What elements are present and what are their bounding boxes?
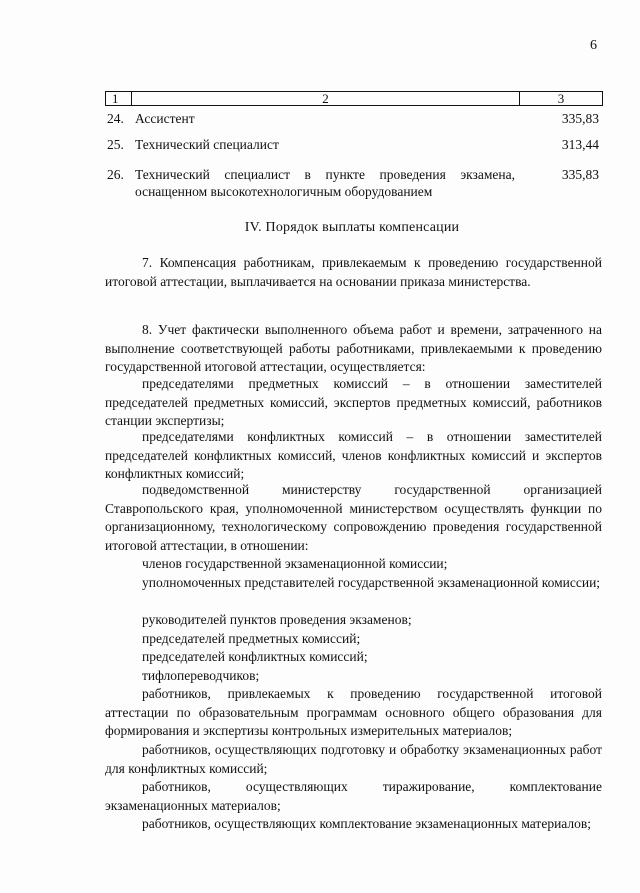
list-item: работников, осуществляющих комплектование экзаменационных материалов;	[142, 816, 592, 831]
list-item: членов государственной экзаменационной комиссии;	[142, 556, 448, 571]
row-number: 24.	[107, 111, 124, 126]
row-position-name: Технический специалист в пункте проведения экзамена, оснащенном высокотехнологичным оборудованием	[135, 167, 515, 199]
list-item: председателей предметных комиссий;	[142, 631, 361, 646]
list-item: работников, осуществляющих тиражирование, комплектование экзаменационных материалов;	[105, 779, 602, 813]
list-item: руководителей пунктов проведения экзаменов;	[142, 612, 412, 627]
row-number: 26.	[107, 167, 124, 182]
row-rate-value: 335,83	[561, 111, 599, 126]
row-position-name: Ассистент	[135, 111, 195, 126]
row-position-name: Технический специалист	[135, 137, 279, 152]
list-item: уполномоченных представителей государственной экзаменационной комиссии;	[142, 575, 601, 590]
paragraph-8: 8. Учет фактически выполненного объема работ и времени, затраченного на выполнение соответствующей работы работниками, привлекаемыми к проведению государственной итоговой аттестации, осуществляется:	[105, 322, 602, 375]
list-item: председателей конфликтных комиссий;	[142, 649, 368, 664]
list-item: работников, привлекаемых к проведению государственной итоговой аттестации по образовательным программам основного общего образования для формирования и экспертизы контрольных измерительных материалов;	[105, 686, 602, 739]
list-item: подведомственной министерству государственной организацией Ставропольского края, уполномоченной министерством осуществлять функции по организационному, технологическому сопровождению проведения государственной итоговой аттестации, в отношении:	[105, 482, 602, 553]
table-header-row	[105, 91, 603, 106]
list-item: тифлопереводчиков;	[142, 668, 260, 683]
row-rate-value: 335,83	[561, 167, 599, 182]
table-header-col-2: 2	[132, 92, 520, 105]
table-header-col-3: 3	[557, 91, 565, 106]
table-header-col-1: 1	[106, 92, 132, 105]
section-heading-text: IV. Порядок выплаты компенсации	[244, 220, 460, 235]
list-item: председателями конфликтных комиссий – в отношении заместителей председателей конфликтных комиссий, членов конфликтных комиссий и экспертов конфликтных комиссий;	[105, 429, 602, 482]
list-item: председателями предметных комиссий – в отношении заместителей председателей предметных комиссий, экспертов предметных комиссий, работников станции экспертизы;	[105, 376, 602, 429]
list-item: работников, осуществляющих подготовку и обработку экзаменационных работ для конфликтных комиссий;	[105, 742, 602, 776]
section-heading	[0, 220, 640, 236]
row-rate-value: 313,44	[561, 137, 599, 152]
row-number: 25.	[107, 137, 124, 152]
page-number: 6	[590, 38, 597, 53]
paragraph-7: 7. Компенсация работникам, привлекаемым к проведению государственной итоговой аттестации, выплачивается на основании приказа министерства.	[105, 255, 602, 289]
